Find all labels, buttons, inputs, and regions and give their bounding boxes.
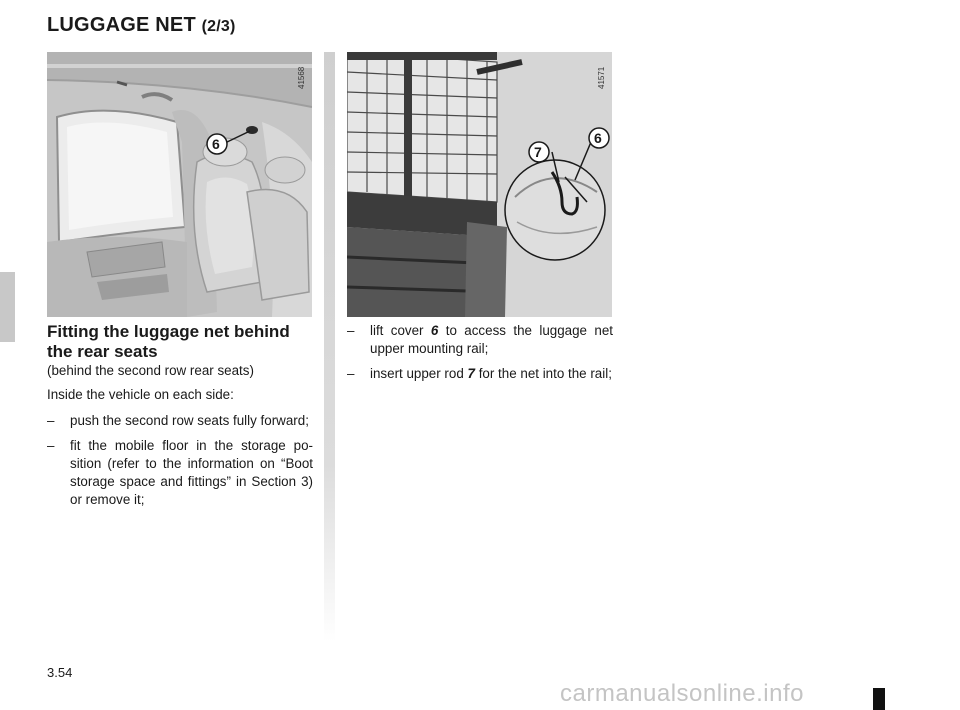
- watermark: carmanualsonline.info: [560, 680, 804, 707]
- left-column-text: [47, 362, 313, 516]
- page-number: 3.54: [47, 665, 73, 680]
- interior-illustration-drawing: [47, 52, 312, 317]
- section-tab: [0, 272, 15, 342]
- step-text: [370, 365, 613, 383]
- section-subnote: (behind the second row rear seats): [47, 363, 254, 378]
- net-illustration: [347, 52, 612, 317]
- step-text: [370, 322, 613, 358]
- instruction-step: [347, 365, 613, 383]
- net-illustration-drawing: [347, 52, 612, 317]
- step-reference: 7: [467, 366, 475, 381]
- instruction-step: [47, 412, 313, 430]
- bullet-dash: –: [347, 366, 355, 381]
- section-title: Fitting the luggage net behind the rear seats: [47, 322, 290, 361]
- step-reference: 6: [430, 323, 439, 338]
- step-text-before: insert upper rod: [370, 366, 468, 381]
- step-text-after: for the net into the rail;: [474, 366, 612, 381]
- page-title-suffix: (2/3): [201, 18, 236, 35]
- instruction-step: [347, 322, 613, 358]
- instruction-step: [47, 437, 313, 509]
- callout-label: 6: [594, 130, 602, 146]
- page-title: [47, 14, 236, 37]
- bullet-dash: –: [47, 438, 55, 453]
- page-title-main: LUGGAGE NET: [47, 14, 196, 36]
- intro-text: Inside the vehicle on each side:: [47, 387, 234, 402]
- interior-illustration: [47, 52, 312, 317]
- figure-code: 41571: [597, 66, 606, 90]
- callout-label: 7: [534, 144, 542, 160]
- bullet-dash: –: [347, 323, 355, 338]
- corner-mark: [873, 688, 885, 710]
- figure-code: 41568: [297, 66, 306, 90]
- right-column-text: [347, 322, 613, 390]
- callout-label: 6: [212, 136, 220, 152]
- bullet-dash: –: [47, 413, 55, 428]
- column-divider: [324, 52, 335, 642]
- step-text: fit the mobile floor in the storage po-sition (refer to the information on “Boot storage space and fittings” in Section 3) or remove it;: [70, 438, 313, 507]
- step-text-before: lift cover: [370, 323, 431, 338]
- step-text: push the second row seats fully forward;: [70, 413, 309, 428]
- step-text-after: to access the luggage net upper mounting rail;: [370, 323, 613, 356]
